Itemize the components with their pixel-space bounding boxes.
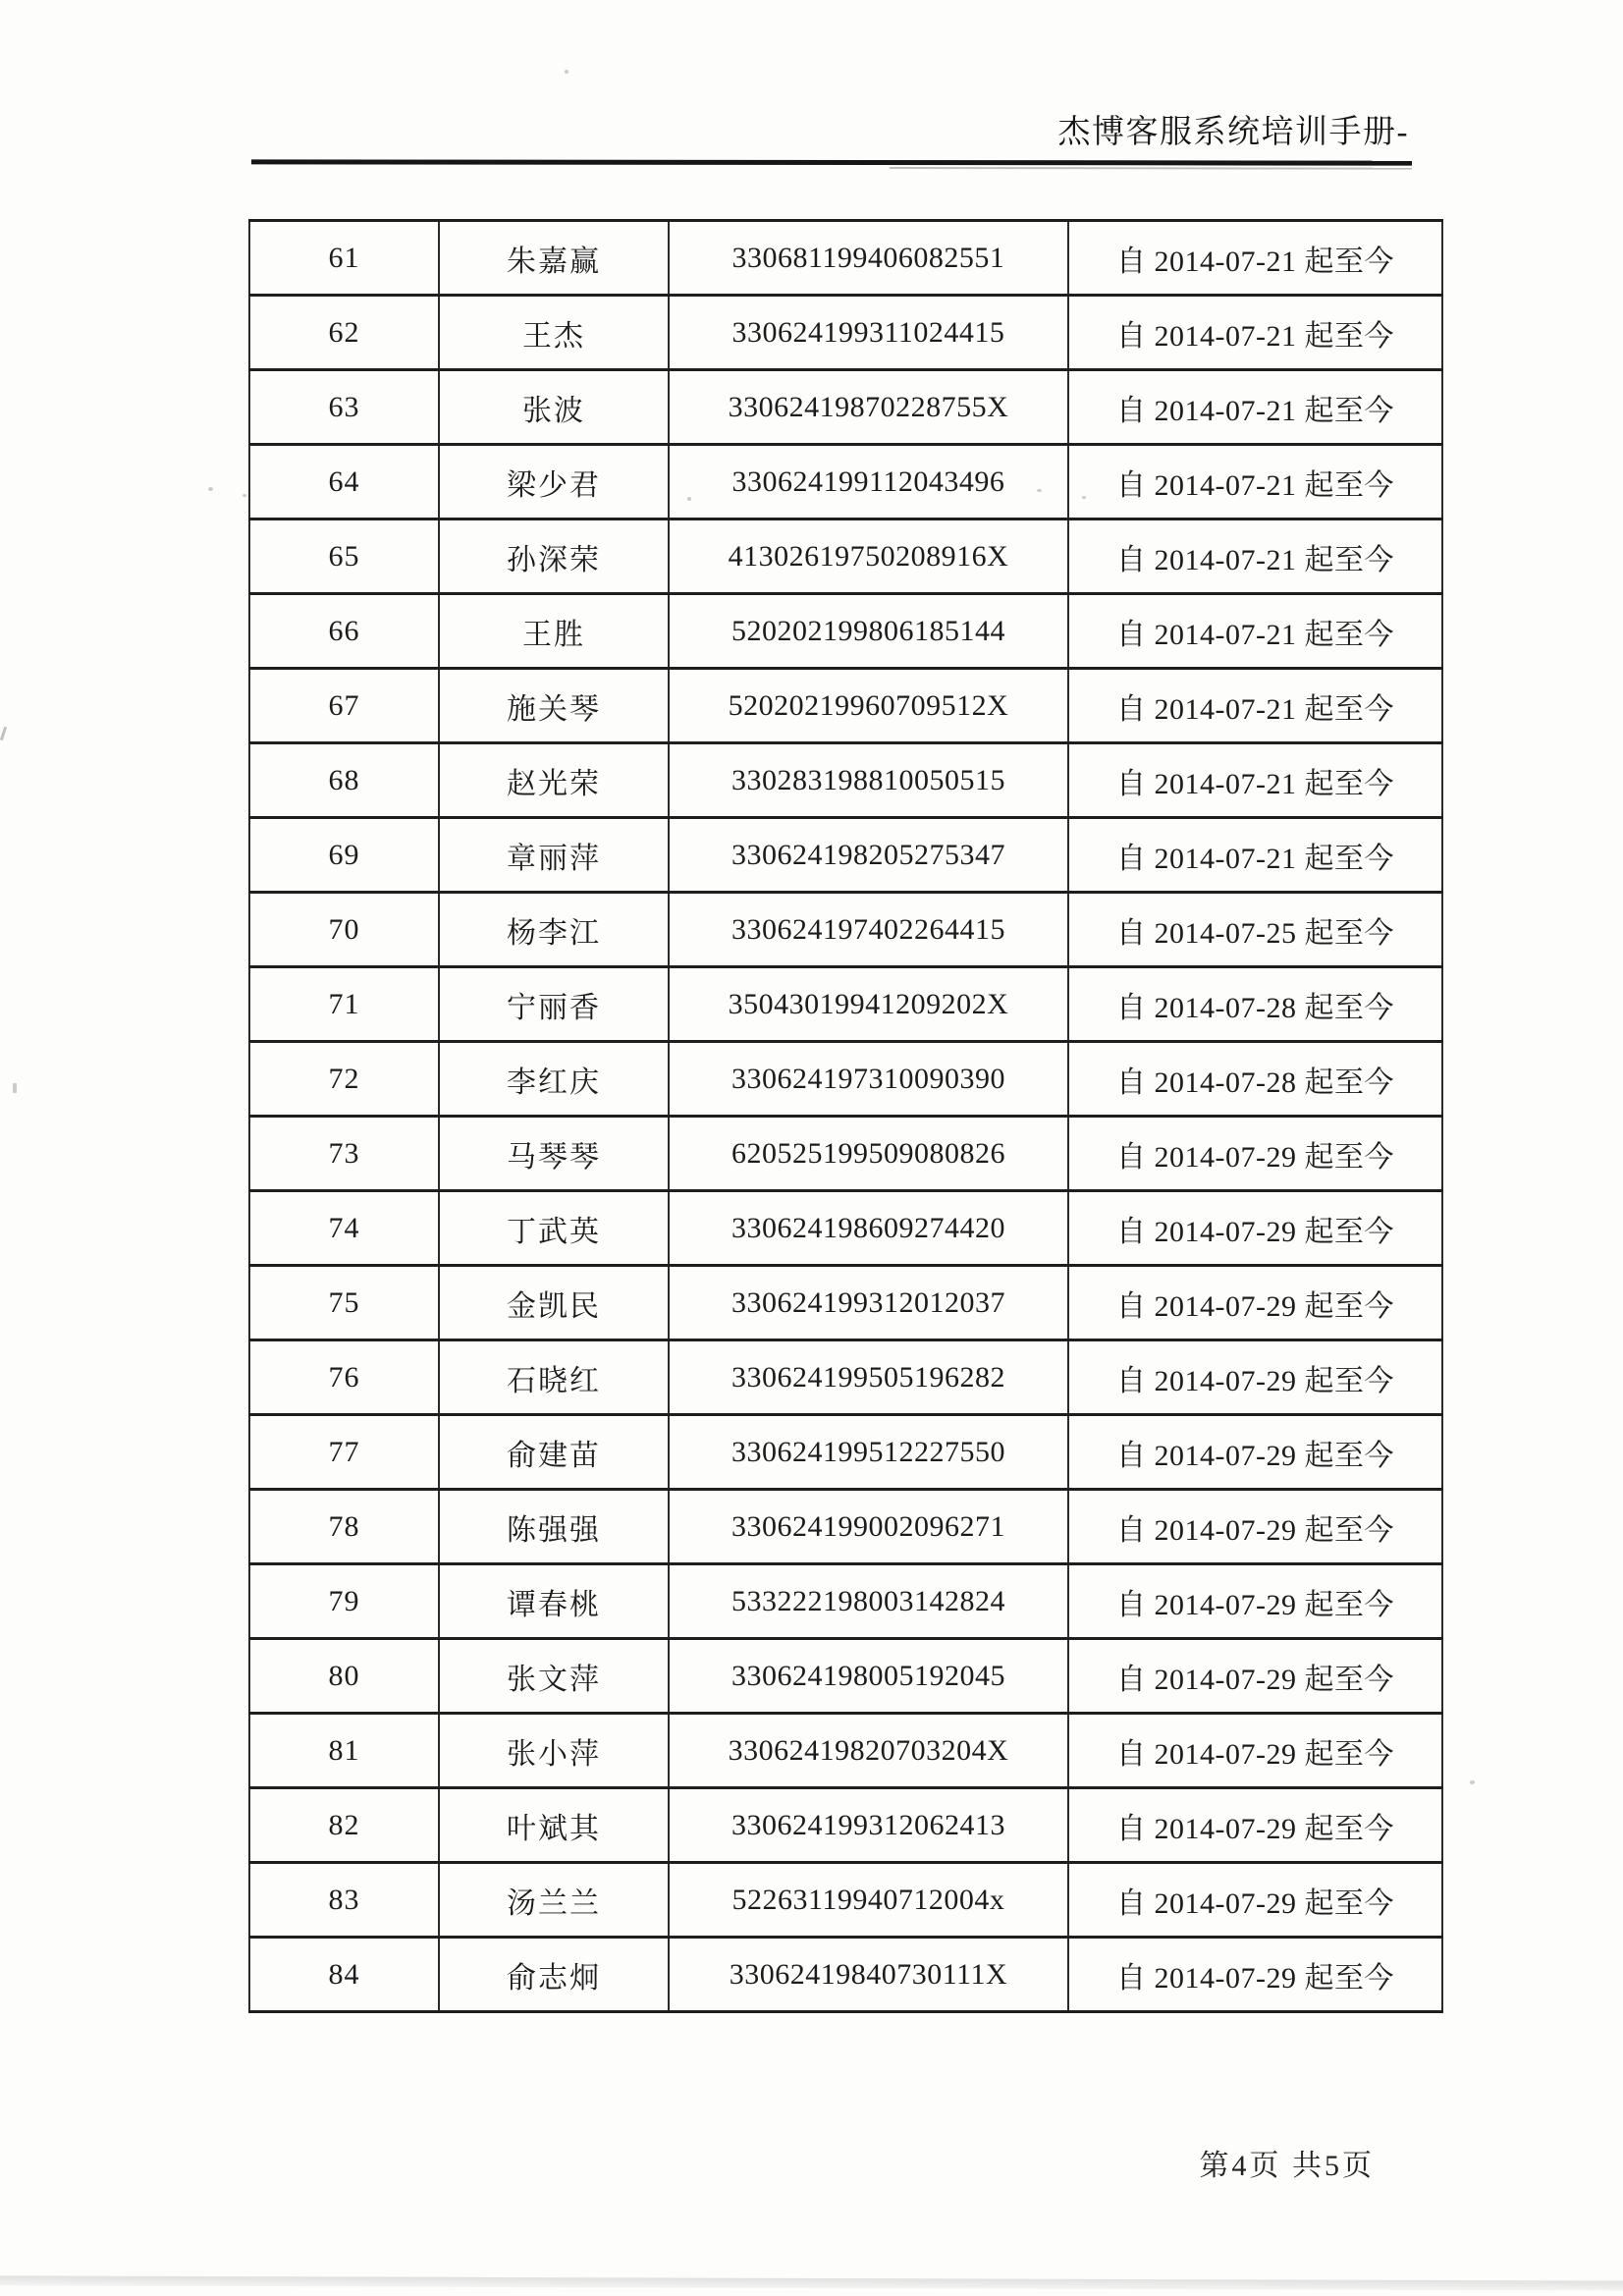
serial-number-cell: 70 bbox=[249, 893, 439, 967]
period-cell: 自 2014-07-29 起至今 bbox=[1068, 1266, 1442, 1340]
id-number-cell: 330624199505196282 bbox=[669, 1340, 1068, 1415]
id-number-cell: 330624199311024415 bbox=[669, 296, 1068, 370]
serial-number-cell: 81 bbox=[249, 1714, 439, 1788]
table-row bbox=[249, 1564, 1442, 1639]
person-name-cell: 孙深荣 bbox=[439, 519, 669, 594]
serial-number-cell: 73 bbox=[249, 1117, 439, 1191]
table-row bbox=[249, 1938, 1442, 2012]
id-number-cell: 33062419840730111X bbox=[669, 1938, 1068, 2012]
scan-speckle bbox=[1037, 489, 1042, 492]
person-name-cell: 马琴琴 bbox=[439, 1117, 669, 1191]
period-cell: 自 2014-07-29 起至今 bbox=[1068, 1938, 1442, 2012]
roster-table-body bbox=[249, 221, 1442, 2012]
table-row bbox=[249, 669, 1442, 743]
table-row bbox=[249, 519, 1442, 594]
person-name-cell: 张文萍 bbox=[439, 1639, 669, 1714]
person-name-cell: 宁丽香 bbox=[439, 967, 669, 1042]
period-cell: 自 2014-07-29 起至今 bbox=[1068, 1117, 1442, 1191]
table-row bbox=[249, 1117, 1442, 1191]
roster-table bbox=[248, 219, 1443, 2013]
period-cell: 自 2014-07-21 起至今 bbox=[1068, 519, 1442, 594]
serial-number-cell: 80 bbox=[249, 1639, 439, 1714]
serial-number-cell: 67 bbox=[249, 669, 439, 743]
table-row bbox=[249, 1042, 1442, 1117]
period-cell: 自 2014-07-21 起至今 bbox=[1068, 669, 1442, 743]
table-row bbox=[249, 221, 1442, 296]
table-row bbox=[249, 594, 1442, 669]
table-row bbox=[249, 1191, 1442, 1266]
serial-number-cell: 64 bbox=[249, 445, 439, 519]
person-name-cell: 俞志炯 bbox=[439, 1938, 669, 2012]
person-name-cell: 张波 bbox=[439, 370, 669, 445]
serial-number-cell: 82 bbox=[249, 1788, 439, 1863]
person-name-cell: 陈强强 bbox=[439, 1490, 669, 1564]
scan-speckle bbox=[243, 494, 246, 497]
page-number-footer: 第4页 共5页 bbox=[1199, 2150, 1375, 2182]
id-number-cell: 330681199406082551 bbox=[669, 221, 1068, 296]
person-name-cell: 朱嘉赢 bbox=[439, 221, 669, 296]
period-cell: 自 2014-07-29 起至今 bbox=[1068, 1714, 1442, 1788]
person-name-cell: 王胜 bbox=[439, 594, 669, 669]
person-name-cell: 俞建苗 bbox=[439, 1415, 669, 1490]
scan-speckle bbox=[13, 1083, 17, 1093]
person-name-cell: 丁武英 bbox=[439, 1191, 669, 1266]
period-cell: 自 2014-07-21 起至今 bbox=[1068, 594, 1442, 669]
table-row bbox=[249, 445, 1442, 519]
id-number-cell: 33062419870228755X bbox=[669, 370, 1068, 445]
serial-number-cell: 61 bbox=[249, 221, 439, 296]
serial-number-cell: 65 bbox=[249, 519, 439, 594]
scan-speckle bbox=[565, 70, 568, 74]
table-row bbox=[249, 1639, 1442, 1714]
scan-speckle bbox=[1082, 496, 1086, 499]
period-cell: 自 2014-07-21 起至今 bbox=[1068, 743, 1442, 818]
header-divider-line bbox=[251, 159, 1412, 165]
table-row bbox=[249, 743, 1442, 818]
id-number-cell: 330624199512227550 bbox=[669, 1415, 1068, 1490]
id-number-cell: 533222198003142824 bbox=[669, 1564, 1068, 1639]
table-row bbox=[249, 1863, 1442, 1938]
table-row bbox=[249, 893, 1442, 967]
serial-number-cell: 74 bbox=[249, 1191, 439, 1266]
serial-number-cell: 83 bbox=[249, 1863, 439, 1938]
id-number-cell: 620525199509080826 bbox=[669, 1117, 1068, 1191]
person-name-cell: 叶斌其 bbox=[439, 1788, 669, 1863]
serial-number-cell: 72 bbox=[249, 1042, 439, 1117]
person-name-cell: 杨李江 bbox=[439, 893, 669, 967]
id-number-cell: 330624199312062413 bbox=[669, 1788, 1068, 1863]
period-cell: 自 2014-07-21 起至今 bbox=[1068, 296, 1442, 370]
serial-number-cell: 66 bbox=[249, 594, 439, 669]
period-cell: 自 2014-07-29 起至今 bbox=[1068, 1191, 1442, 1266]
id-number-cell: 35043019941209202X bbox=[669, 967, 1068, 1042]
serial-number-cell: 76 bbox=[249, 1340, 439, 1415]
person-name-cell: 梁少君 bbox=[439, 445, 669, 519]
id-number-cell: 52263119940712004x bbox=[669, 1863, 1068, 1938]
person-name-cell: 汤兰兰 bbox=[439, 1863, 669, 1938]
serial-number-cell: 71 bbox=[249, 967, 439, 1042]
period-cell: 自 2014-07-29 起至今 bbox=[1068, 1639, 1442, 1714]
serial-number-cell: 68 bbox=[249, 743, 439, 818]
id-number-cell: 330624197402264415 bbox=[669, 893, 1068, 967]
serial-number-cell: 79 bbox=[249, 1564, 439, 1639]
person-name-cell: 李红庆 bbox=[439, 1042, 669, 1117]
paper-bottom-edge bbox=[0, 2275, 1623, 2290]
serial-number-cell: 84 bbox=[249, 1938, 439, 2012]
period-cell: 自 2014-07-21 起至今 bbox=[1068, 221, 1442, 296]
person-name-cell: 金凯民 bbox=[439, 1266, 669, 1340]
period-cell: 自 2014-07-29 起至今 bbox=[1068, 1863, 1442, 1938]
id-number-cell: 41302619750208916X bbox=[669, 519, 1068, 594]
period-cell: 自 2014-07-28 起至今 bbox=[1068, 967, 1442, 1042]
id-number-cell: 33062419820703204X bbox=[669, 1714, 1068, 1788]
serial-number-cell: 77 bbox=[249, 1415, 439, 1490]
id-number-cell: 330624198609274420 bbox=[669, 1191, 1068, 1266]
id-number-cell: 330624199312012037 bbox=[669, 1266, 1068, 1340]
id-number-cell: 52020219960709512X bbox=[669, 669, 1068, 743]
person-name-cell: 张小萍 bbox=[439, 1714, 669, 1788]
id-number-cell: 330283198810050515 bbox=[669, 743, 1068, 818]
scan-speckle bbox=[687, 497, 691, 501]
serial-number-cell: 62 bbox=[249, 296, 439, 370]
table-row bbox=[249, 1788, 1442, 1863]
table-row bbox=[249, 1340, 1442, 1415]
person-name-cell: 石晓红 bbox=[439, 1340, 669, 1415]
person-name-cell: 赵光荣 bbox=[439, 743, 669, 818]
serial-number-cell: 75 bbox=[249, 1266, 439, 1340]
period-cell: 自 2014-07-29 起至今 bbox=[1068, 1788, 1442, 1863]
period-cell: 自 2014-07-25 起至今 bbox=[1068, 893, 1442, 967]
period-cell: 自 2014-07-29 起至今 bbox=[1068, 1564, 1442, 1639]
person-name-cell: 谭春桃 bbox=[439, 1564, 669, 1639]
serial-number-cell: 63 bbox=[249, 370, 439, 445]
scan-speckle bbox=[1470, 1780, 1475, 1784]
document-header-title: 杰博客服系统培训手册- bbox=[1057, 115, 1409, 150]
person-name-cell: 施关琴 bbox=[439, 669, 669, 743]
table-row bbox=[249, 1714, 1442, 1788]
period-cell: 自 2014-07-21 起至今 bbox=[1068, 370, 1442, 445]
id-number-cell: 330624199002096271 bbox=[669, 1490, 1068, 1564]
scan-speckle bbox=[208, 487, 213, 491]
table-row bbox=[249, 296, 1442, 370]
serial-number-cell: 78 bbox=[249, 1490, 439, 1564]
id-number-cell: 520202199806185144 bbox=[669, 594, 1068, 669]
person-name-cell: 王杰 bbox=[439, 296, 669, 370]
table-row bbox=[249, 1266, 1442, 1340]
table-row bbox=[249, 1490, 1442, 1564]
period-cell: 自 2014-07-28 起至今 bbox=[1068, 1042, 1442, 1117]
period-cell: 自 2014-07-21 起至今 bbox=[1068, 445, 1442, 519]
table-row bbox=[249, 370, 1442, 445]
serial-number-cell: 69 bbox=[249, 818, 439, 893]
period-cell: 自 2014-07-29 起至今 bbox=[1068, 1490, 1442, 1564]
table-row bbox=[249, 1415, 1442, 1490]
id-number-cell: 330624197310090390 bbox=[669, 1042, 1068, 1117]
scan-edge-mark bbox=[0, 727, 7, 740]
table-row bbox=[249, 818, 1442, 893]
table-row bbox=[249, 967, 1442, 1042]
id-number-cell: 330624198205275347 bbox=[669, 818, 1068, 893]
period-cell: 自 2014-07-29 起至今 bbox=[1068, 1415, 1442, 1490]
person-name-cell: 章丽萍 bbox=[439, 818, 669, 893]
id-number-cell: 330624198005192045 bbox=[669, 1639, 1068, 1714]
period-cell: 自 2014-07-21 起至今 bbox=[1068, 818, 1442, 893]
id-number-cell: 330624199112043496 bbox=[669, 445, 1068, 519]
period-cell: 自 2014-07-29 起至今 bbox=[1068, 1340, 1442, 1415]
